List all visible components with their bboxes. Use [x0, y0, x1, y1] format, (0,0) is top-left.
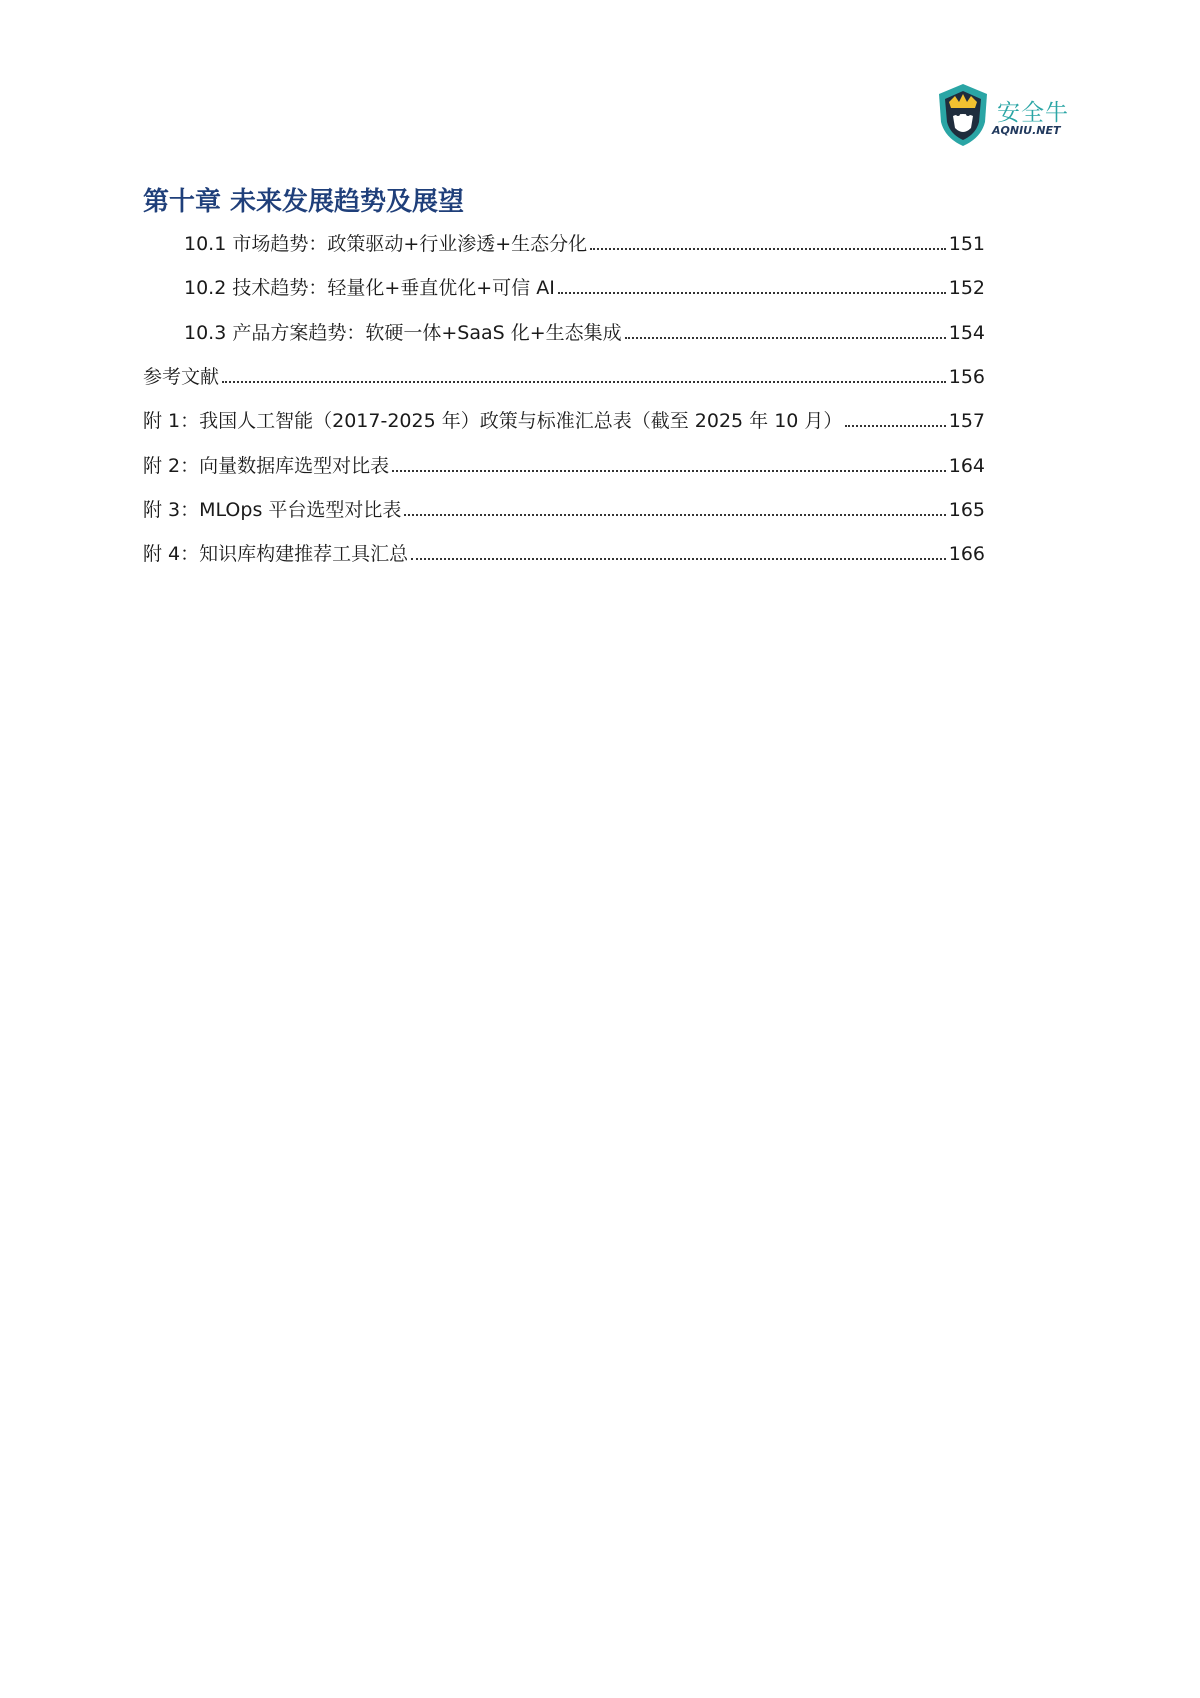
toc-entry-title: 附 3：MLOps 平台选型对比表: [143, 499, 402, 521]
toc-entry-title: 10.3 产品方案趋势：软硬一体+SaaS 化+生态集成: [184, 322, 622, 344]
toc-entry-page: 166: [948, 543, 985, 565]
toc-leader-dots: [411, 558, 946, 560]
logo-name-cn: 安全牛: [997, 100, 1069, 126]
toc-entry[interactable]: [184, 230, 985, 258]
toc-entry-page: 165: [948, 499, 985, 521]
toc-entry-page: 164: [948, 455, 985, 477]
toc-entry[interactable]: [143, 496, 985, 524]
toc-entry-title: 参考文献: [143, 366, 220, 388]
chapter-title: 第十章 未来发展趋势及展望: [143, 187, 465, 217]
toc-leader-dots: [625, 337, 946, 339]
toc-entry-page: 154: [948, 322, 985, 344]
logo-name-en: AQNIU.NET: [992, 124, 1061, 137]
toc-leader-dots: [590, 248, 946, 250]
toc-entry-title: 附 2：向量数据库选型对比表: [143, 455, 390, 477]
toc-entry-page: 156: [948, 366, 985, 388]
toc-entry[interactable]: [184, 319, 985, 347]
toc-entry-page: 151: [948, 233, 985, 255]
toc-entry[interactable]: [143, 540, 985, 568]
toc-entry-title: 附 4：知识库构建推荐工具汇总: [143, 543, 409, 565]
toc-entry[interactable]: [143, 407, 985, 435]
toc-leader-dots: [222, 381, 946, 383]
logo-shield-icon: [935, 82, 991, 148]
toc-entry-page: 152: [948, 277, 985, 299]
toc-entry-page: 157: [948, 410, 985, 432]
toc-entry-title: 10.1 市场趋势：政策驱动+行业渗透+生态分化: [184, 233, 588, 255]
toc-leader-dots: [392, 470, 946, 472]
toc-entry-title: 附 1：我国人工智能（2017-2025 年）政策与标准汇总表（截至 2025 年 10 月）: [143, 410, 843, 432]
toc-leader-dots: [558, 292, 946, 294]
toc-leader-dots: [404, 514, 945, 516]
toc-leader-dots: [845, 425, 945, 427]
toc-entry[interactable]: [143, 363, 985, 391]
toc-entry[interactable]: [143, 452, 985, 480]
toc-entry-title: 10.2 技术趋势：轻量化+垂直优化+可信 AI: [184, 277, 555, 299]
brand-logo: [935, 82, 1075, 148]
toc-entry[interactable]: [184, 274, 985, 302]
